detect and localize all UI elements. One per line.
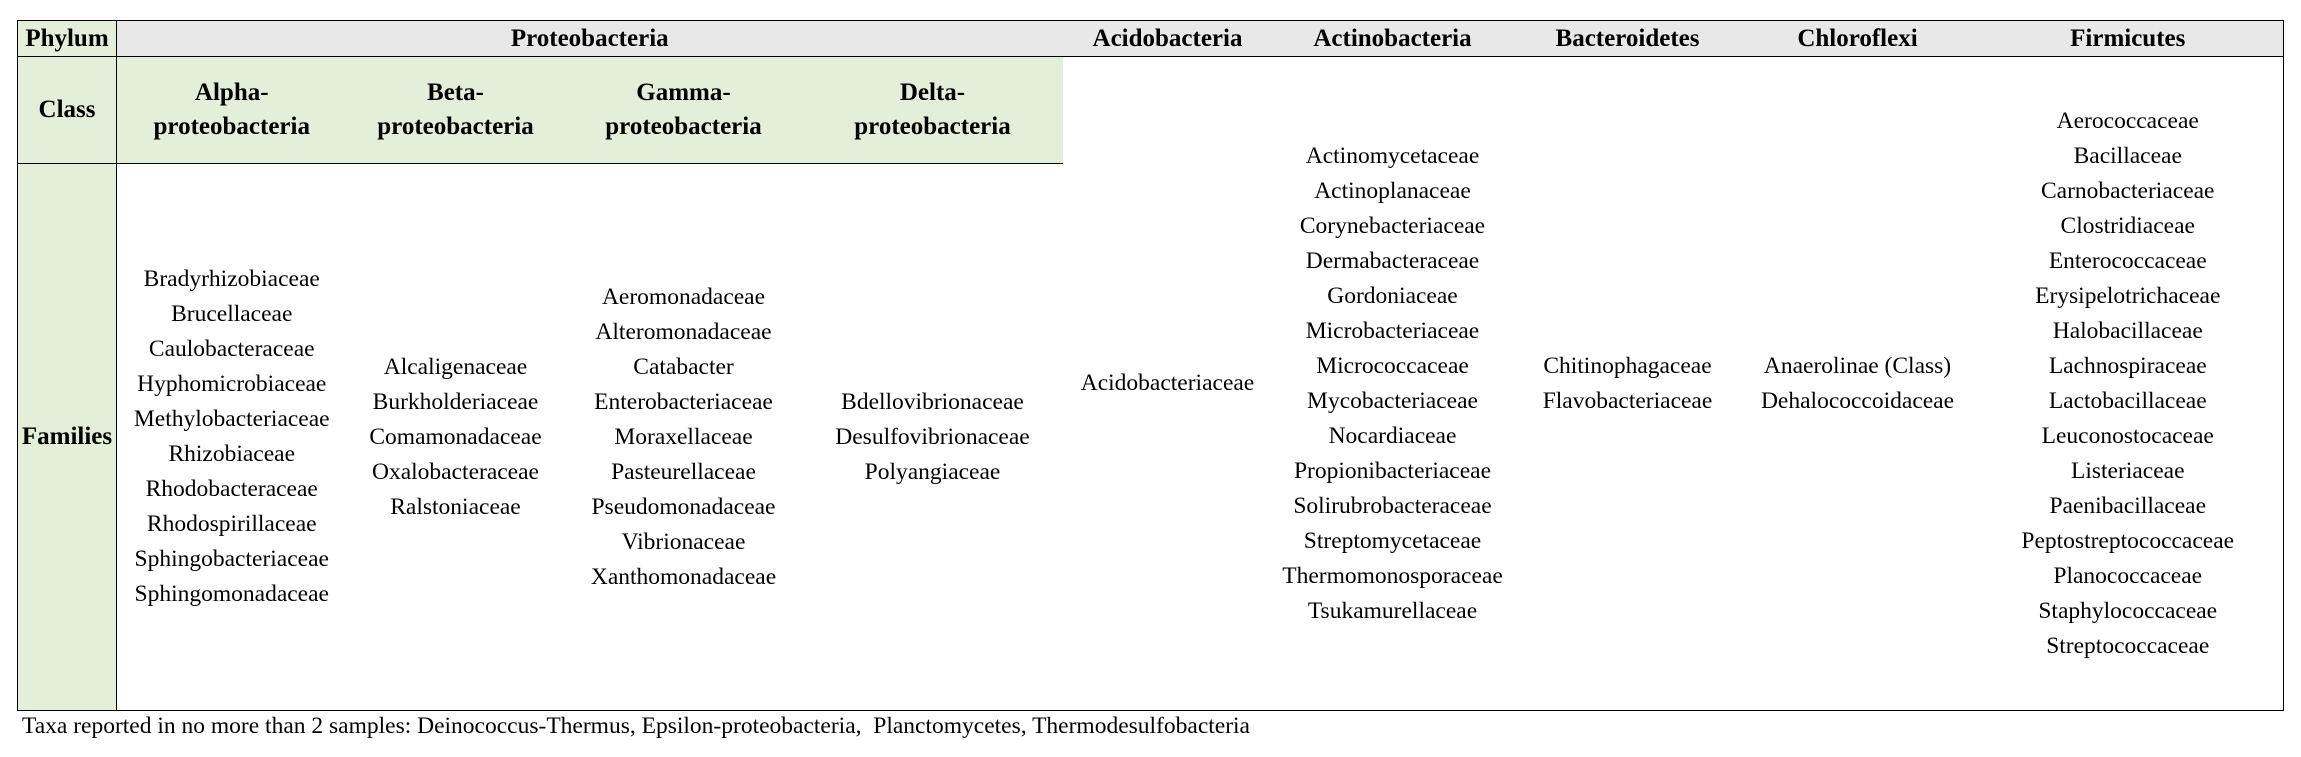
class-gamma — [565, 57, 803, 164]
family-name: Rhodospirillaceae — [146, 511, 317, 537]
phylum-acidobacteria: Acidobacteria — [1063, 21, 1273, 57]
class-delta — [803, 57, 1063, 164]
family-name: Tsukamurellaceae — [1307, 597, 1478, 624]
families-bacteroidetes — [1513, 57, 1743, 711]
family-name: Actinomycetaceae — [1305, 142, 1480, 169]
family-name: Chitinophagaceae — [1543, 352, 1712, 379]
family-name: Peptostreptococcaceae — [2021, 527, 2235, 554]
class-beta-line1: Beta- — [427, 79, 484, 106]
family-name: Caulobacteraceae — [148, 336, 315, 362]
family-name: Burkholderiaceae — [372, 388, 539, 415]
family-name: Solirubrobacteraceae — [1293, 492, 1492, 519]
families-acidobacteria — [1063, 57, 1273, 711]
family-name: Aeromonadaceae — [601, 283, 766, 310]
class-row-label: Class — [18, 57, 117, 164]
phylum-row-label: Phylum — [18, 21, 117, 57]
family-name: Micrococcaceae — [1316, 352, 1469, 379]
family-name: Streptococcaceae — [2046, 632, 2210, 659]
family-name: Alteromonadaceae — [595, 318, 772, 345]
family-name: Dehalococcoidaceae — [1760, 387, 1955, 414]
family-name: Erysipelotrichaceae — [2035, 282, 2221, 309]
footnote: Taxa reported in no more than 2 samples: Deinococcus-Thermus, Epsilon-proteobacteria, Planctomycetes, Thermodesulfobacteria — [22, 713, 1250, 739]
family-name: Xanthomonadaceae — [590, 563, 777, 590]
family-name: Staphylococcaceae — [2038, 597, 2218, 624]
family-name: Dermabacteraceae — [1305, 247, 1480, 274]
family-name: Clostridiaceae — [2060, 212, 2195, 239]
family-name: Bdellovibrionaceae — [841, 388, 1024, 415]
family-name: Gordoniaceae — [1327, 282, 1458, 309]
family-name: Bradyrhizobiaceae — [143, 266, 320, 292]
family-name: Methylobacteriaceae — [133, 406, 330, 432]
family-name: Mycobacteriaceae — [1307, 387, 1478, 414]
families-gamma — [565, 164, 803, 711]
family-name: Listeriaceae — [2071, 457, 2185, 484]
family-name: Ralstoniaceae — [390, 493, 521, 520]
family-name: Nocardiaceae — [1328, 422, 1457, 449]
phylum-row — [18, 21, 2284, 57]
family-name: Comamonadaceae — [369, 423, 542, 450]
family-name: Flavobacteriaceae — [1542, 387, 1713, 414]
family-name: Hyphomicrobiaceae — [137, 371, 327, 397]
family-name: Thermomonosporaceae — [1282, 562, 1503, 589]
class-row — [18, 57, 2284, 164]
family-name: Streptomycetaceae — [1303, 527, 1482, 554]
family-name: Leuconostocaceae — [2041, 422, 2214, 449]
class-beta-line2: proteobacteria — [377, 113, 534, 140]
family-name: Brucellaceae — [171, 301, 293, 327]
families-row-label: Families — [18, 164, 117, 711]
family-name: Acidobacteriaceae — [1080, 370, 1255, 396]
class-alpha — [117, 57, 347, 164]
family-name: Lachnospiraceae — [2048, 352, 2207, 379]
family-name: Lactobacillaceae — [2048, 387, 2207, 414]
phylum-chloroflexi: Chloroflexi — [1743, 21, 1973, 57]
family-name: Enterobacteriaceae — [594, 388, 773, 415]
class-alpha-line1: Alpha- — [194, 79, 269, 106]
family-name: Microbacteriaceae — [1305, 317, 1480, 344]
family-name: Halobacillaceae — [2052, 317, 2203, 344]
class-delta-line1: Delta- — [899, 79, 966, 106]
family-name: Pseudomonadaceae — [591, 493, 776, 520]
family-name: Vibrionaceae — [621, 528, 746, 555]
families-delta — [803, 164, 1063, 711]
phylum-bacteroidetes: Bacteroidetes — [1513, 21, 1743, 57]
families-chloroflexi — [1743, 57, 1973, 711]
family-name: Aerococcaceae — [2056, 107, 2199, 134]
family-name: Enterococcaceae — [2048, 247, 2207, 274]
family-name: Planococcaceae — [2053, 562, 2203, 589]
family-name: Corynebacteriaceae — [1299, 212, 1486, 239]
class-delta-line2: proteobacteria — [854, 113, 1011, 140]
families-beta — [347, 164, 565, 711]
phylum-firmicutes: Firmicutes — [1973, 21, 2284, 57]
family-name: Rhizobiaceae — [168, 441, 296, 467]
family-name: Moraxellaceae — [614, 423, 753, 450]
family-name: Paenibacillaceae — [2049, 492, 2207, 519]
phylum-proteobacteria: Proteobacteria — [117, 21, 1063, 57]
family-name: Desulfovibrionaceae — [835, 423, 1030, 450]
class-gamma-line2: proteobacteria — [605, 113, 762, 140]
family-name: Bacillaceae — [2073, 142, 2182, 169]
family-name: Propionibacteriaceae — [1293, 457, 1492, 484]
family-name: Sphingomonadaceae — [134, 581, 329, 607]
phylum-actinobacteria: Actinobacteria — [1273, 21, 1513, 57]
family-name: Pasteurellaceae — [611, 458, 756, 485]
family-name: Alcaligenaceae — [383, 353, 528, 380]
family-name: Rhodobacteraceae — [145, 476, 318, 502]
class-alpha-line2: proteobacteria — [153, 113, 310, 140]
families-alpha — [117, 164, 347, 711]
class-beta — [347, 57, 565, 164]
family-name: Carnobacteriaceae — [2040, 177, 2215, 204]
family-name: Catabacter — [633, 353, 734, 380]
families-firmicutes — [1973, 57, 2284, 711]
class-gamma-line1: Gamma- — [636, 79, 731, 106]
family-name: Anaerolinae (Class) — [1763, 352, 1952, 379]
family-name: Polyangiaceae — [864, 458, 1001, 485]
family-name: Sphingobacteriaceae — [134, 546, 329, 572]
taxa-table — [17, 20, 2284, 711]
family-name: Actinoplanaceae — [1314, 177, 1471, 204]
families-actinobacteria — [1273, 57, 1513, 711]
family-name: Oxalobacteraceae — [372, 458, 539, 485]
